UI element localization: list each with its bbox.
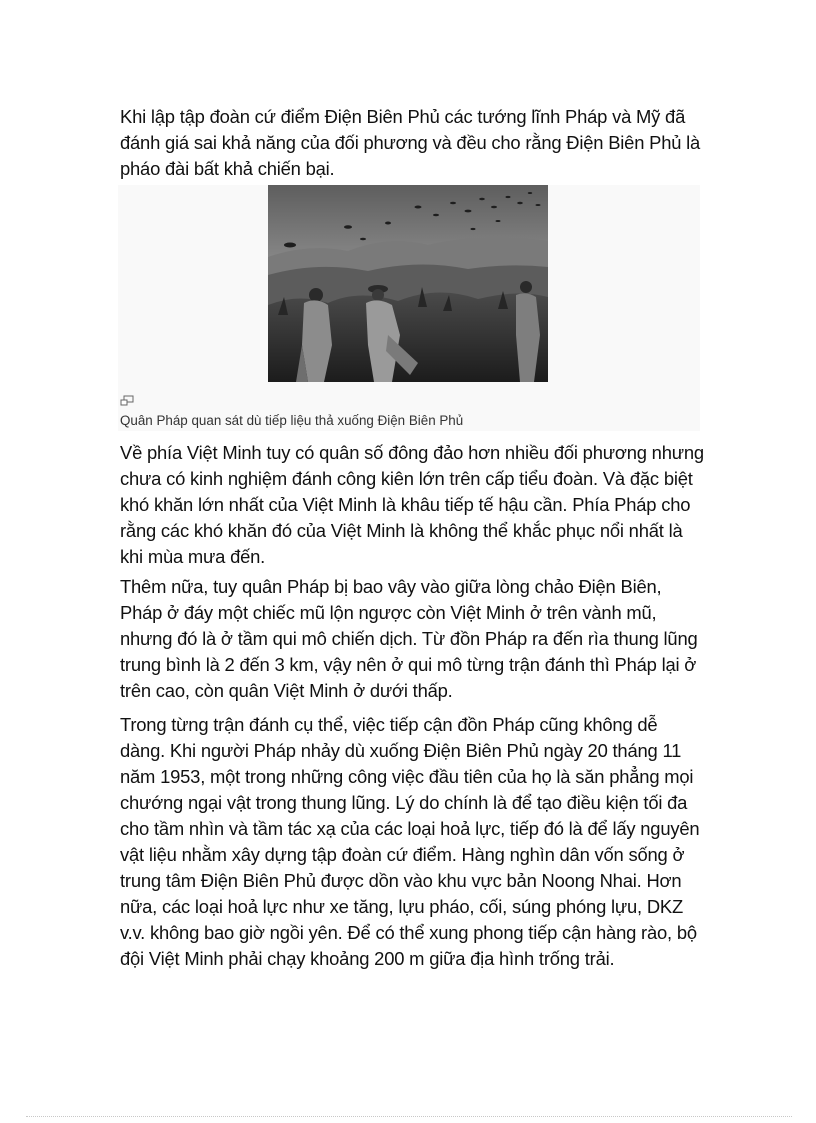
enlarge-icon[interactable] xyxy=(120,395,134,407)
photo-paratroopers[interactable] xyxy=(268,185,548,382)
paragraph-viet-minh: Về phía Việt Minh tuy có quân số đông đảo hơn nhiều đối phương nhưng chưa có kinh nghiệm đánh công kiên lớn trên cấp tiểu đoàn. Và đặc biệt khó khăn lớn nhất của Việt Minh là khâu tiếp tế hậu cần. Phía Pháp cho rằng các khó khăn đó của Việt Minh là không thể khắc phục nổi nhất là khi mùa mưa đến. xyxy=(120,442,704,567)
paragraph-terrain: Thêm nữa, tuy quân Pháp bị bao vây vào giữa lòng chảo Điện Biên, Pháp ở đáy một chiếc mũ lộn ngược còn Việt Minh ở trên vành mũ, nhưng đó là ở tầm qui mô chiến dịch. Từ đồn Pháp ra đến rìa thung lũng trung bình là 2 đến 3 km, vậy nên ở qui mô từng trận đánh thì Pháp lại ở trên cao, còn quân Việt Minh ở dưới thấp. xyxy=(120,576,698,701)
page-divider xyxy=(26,1116,792,1117)
paragraph-intro: Khi lập tập đoàn cứ điểm Điện Biên Phủ các tướng lĩnh Pháp và Mỹ đã đánh giá sai khả năng của đối phương và đều cho rằng Điện Biên Phủ là pháo đài bất khả chiến bại. xyxy=(120,106,701,179)
paragraph-battle: Trong từng trận đánh cụ thể, việc tiếp cận đồn Pháp cũng không dễ dàng. Khi người Pháp nhảy dù xuống Điện Biên Phủ ngày 20 tháng 11 năm 1953, một trong những công việc đầu tiên của họ là săn phẳng mọi chướng ngại vật trong thung lũng. Lý do chính là để tạo điều kiện tối đa cho tầm nhìn và tầm tác xạ của các loại hoả lực, tiếp đó là để lấy nguyên vật liệu nhằm xây dựng tập đoàn cứ điểm. Hàng nghìn dân vốn sống ở trung tâm Điện Biên Phủ được dồn vào khu vực bản Noong Nhai. Hơn nữa, các loại hoả lực như xe tăng, lựu pháo, cối, súng phóng lựu, DKZ v.v. không bao giờ ngồi yên. Để có thể xung phong tiếp cận hàng rào, bộ đội Việt Minh phải chạy khoảng 200 m giữa địa hình trống trải. xyxy=(120,714,700,969)
figure-caption: Quân Pháp quan sát dù tiếp liệu thả xuống Điện Biên Phủ xyxy=(120,413,464,428)
figure xyxy=(118,185,700,431)
